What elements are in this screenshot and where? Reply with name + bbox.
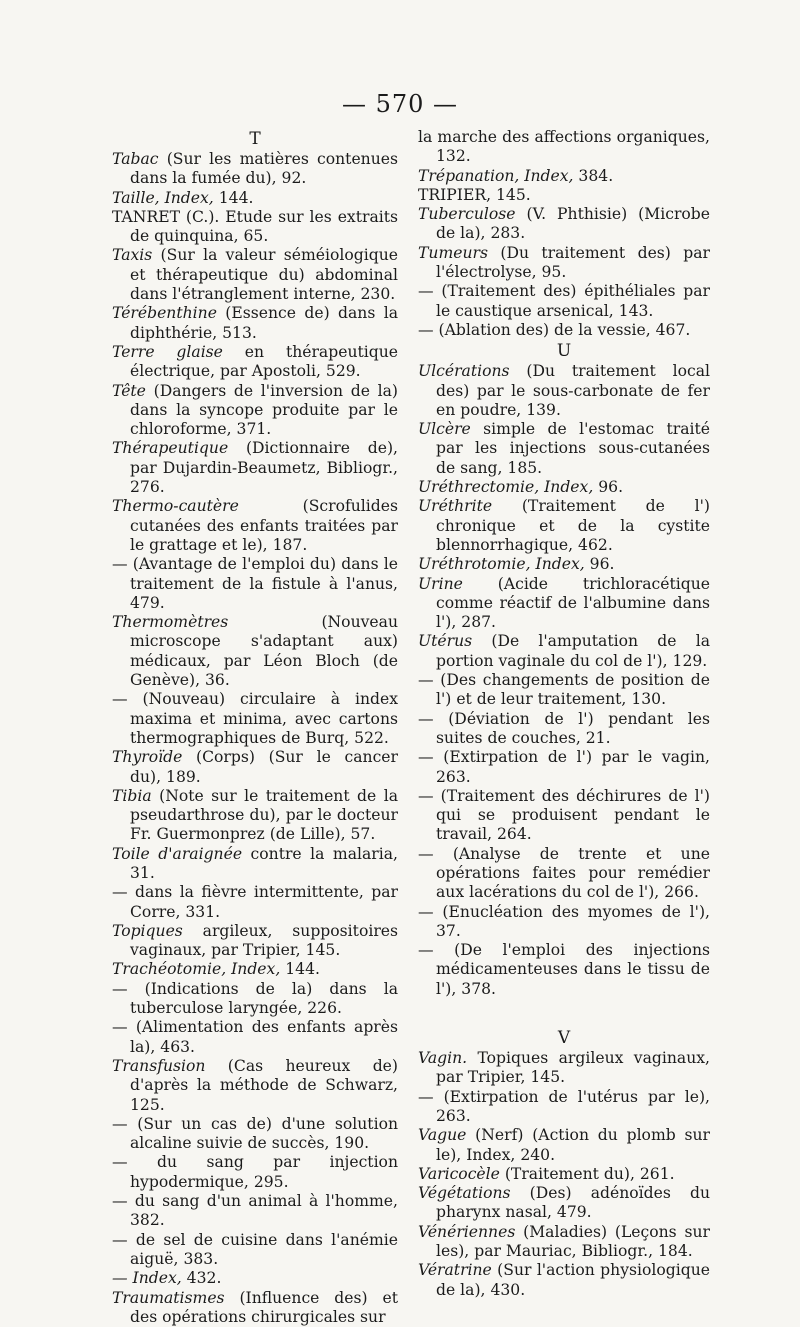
index-entry (112, 1269, 398, 1288)
index-entry (418, 1049, 710, 1088)
index-text: (Sur les matières contenues dans la fumée du), 92. (130, 150, 398, 188)
index-term: Tumeurs (418, 243, 488, 262)
index-term: Tibia (112, 786, 152, 805)
index-entry (418, 575, 710, 633)
index-text: — (Ablation des) de la vessie, 467. (418, 320, 691, 339)
index-text: — (Traitement des) épithéliales par le caustique arsenical, 143. (418, 282, 710, 320)
index-term: Utérus (418, 632, 473, 651)
index-term: Thermomètres (112, 613, 229, 632)
index-entry (112, 845, 398, 884)
index-text: — du sang d'un animal à l'homme, 382. (112, 1192, 398, 1230)
index-entry (418, 748, 710, 787)
index-text: argileux, suppositoires vaginaux, par Tripier, 145. (130, 921, 398, 960)
index-text: (Nouveau microscope s'adaptant aux) médicaux, par Léon Bloch (de Genève), 36. (130, 613, 398, 690)
index-entry (112, 208, 398, 247)
index-entry (112, 1153, 398, 1192)
index-text: (Traitement de l') chronique et de la cystite blennorrhagique, 462. (436, 497, 710, 554)
index-text: (Acide trichloracétique comme réactif de l'albumine dans l'), 287. (436, 574, 710, 632)
index-text: — (Extirpation de l'utérus par le), 263. (418, 1087, 710, 1125)
index-entry (112, 613, 398, 690)
index-entry (112, 1192, 398, 1231)
index-term: Traumatismes (112, 1288, 225, 1307)
index-entry (418, 845, 710, 903)
index-term: Thyroïde (112, 748, 183, 767)
index-entry (418, 1165, 710, 1184)
index-term: Trachéotomie, Index, (112, 960, 281, 979)
index-text: (Sur l'action physiologique de la), 430. (436, 1261, 710, 1299)
index-entry (112, 690, 398, 748)
index-text: TANRET (C.). Etude sur les extraits de quinquina, 65. (112, 207, 398, 246)
index-entry (418, 128, 710, 167)
index-term: Ulcérations (418, 362, 510, 381)
index-entry (418, 1088, 710, 1127)
index-term: Tabac (112, 150, 159, 168)
index-text: (Corps) (Sur le cancer du), 189. (130, 748, 398, 786)
index-text: (Dictionnaire de), par Dujardin-Beaumetz, Bibliogr., 276. (130, 439, 398, 497)
index-text: — (Déviation de l') pendant les suites de couches, 21. (418, 709, 710, 747)
index-entry (418, 205, 710, 244)
index-entry (112, 555, 398, 613)
index-text: — (Extirpation de l') par le vagin, 263. (418, 748, 710, 786)
index-entry (418, 671, 710, 710)
index-entry (418, 903, 710, 942)
index-text: TRIPIER, 145. (418, 185, 531, 204)
index-entry (112, 748, 398, 787)
index-term: Vagin. (418, 1049, 468, 1068)
index-term: Ulcère (418, 420, 471, 439)
index-text: (Cas heureux de) d'après la méthode de Schwarz, 125. (130, 1056, 398, 1114)
page-number: — 570 — (341, 90, 459, 118)
index-text: (Des) adénoïdes du pharynx nasal, 479. (436, 1184, 710, 1222)
index-term: Uréthrotomie, Index, (418, 555, 585, 574)
index-entry (112, 382, 398, 440)
index-text: — du sang par injection hypodermique, 295. (112, 1153, 398, 1191)
index-entry (418, 362, 710, 420)
index-entry (418, 787, 710, 845)
index-text: — (Traitement des déchirures de l') qui se produisent pendant le travail, 264. (418, 786, 710, 844)
left-column (112, 128, 398, 1327)
index-entry (418, 282, 710, 321)
index-text: — dans la fièvre intermittente, par Corre, 331. (112, 883, 398, 921)
index-entry (112, 497, 398, 555)
index-entry (418, 941, 710, 999)
section-letter: U (556, 341, 572, 362)
index-term: Terre glaise (112, 342, 223, 361)
index-entry (112, 150, 398, 189)
index-text: (Du traitement des) par l'électrolyse, 95. (436, 243, 710, 282)
index-entry (112, 343, 398, 382)
index-entry (418, 1223, 710, 1262)
index-text: 96. (593, 478, 624, 497)
index-text: — (Sur un cas de) d'une solution alcaline suivie de succès, 190. (112, 1114, 398, 1153)
index-entry (418, 244, 710, 283)
index-term: Urine (418, 574, 463, 593)
index-text: contre la malaria, 31. (130, 844, 398, 882)
index-entry (418, 497, 710, 555)
index-text: — (Analyse de trente et une opérations faites pour remédier aux lacérations du col de l'), 266. (418, 844, 710, 902)
index-text: (Influence des) et des opérations chirurgicales sur (130, 1288, 398, 1326)
index-text: Topiques argileux vaginaux, par Tripier, 145. (436, 1049, 710, 1087)
index-text: (De l'amputation de la portion vaginale du col de l'), 129. (436, 632, 710, 670)
index-entry (112, 1115, 398, 1154)
index-term: Tuberculose (418, 205, 516, 224)
index-term: Thérapeutique (112, 439, 229, 458)
index-text: — (Des changements de position de l') et de leur traitement, 130. (418, 671, 710, 709)
index-text: (Dangers de l'inversion de la) dans la syncope produite par le chloroforme, 371. (130, 381, 398, 439)
index-text: — de sel de cuisine dans l'anémie aiguë, 383. (112, 1230, 398, 1268)
index-text: (Sur la valeur séméiologique et thérapeutique du) abdominal dans l'étranglement interne, 230. (130, 246, 398, 304)
index-entry (418, 632, 710, 671)
index-text: — (Avantage de l'emploi du) dans le traitement de la fistule à l'anus, 479. (112, 555, 398, 612)
index-term: — Index, (112, 1269, 182, 1288)
index-text: (Maladies) (Leçons sur les), par Mauriac, Bibliogr., 184. (436, 1222, 710, 1261)
index-text: — (Indications de la) dans la tuberculose laryngée, 226. (112, 979, 398, 1018)
index-text: (Note sur le traitement de la pseudarthrose du), par le docteur Fr. Guermonprez (de Lille), 57. (130, 786, 398, 844)
index-entry (112, 787, 398, 845)
index-text: — (De l'emploi des injections médicamenteuses dans le tissu de l'), 378. (418, 941, 710, 998)
index-term: Végétations (418, 1184, 511, 1203)
index-entry (112, 980, 398, 1019)
section-letter: V (557, 1028, 571, 1049)
index-text: (Nerf) (Action du plomb sur le), Index, 240. (436, 1126, 710, 1164)
index-entry (112, 883, 398, 922)
index-entry (418, 167, 710, 186)
index-entry (112, 1289, 398, 1327)
index-entry (418, 1126, 710, 1165)
index-term: Vague (418, 1126, 467, 1145)
index-text: — (Alimentation des enfants après la), 463. (112, 1018, 398, 1056)
index-entry (112, 189, 398, 208)
index-entry (418, 321, 710, 340)
index-entry (112, 1231, 398, 1270)
index-term: Uréthrite (418, 497, 493, 516)
index-term: Varicocèle (418, 1164, 500, 1183)
index-term: Topiques (112, 921, 183, 940)
right-column (418, 128, 710, 1300)
index-text: 144. (213, 188, 254, 207)
index-text: (V. Phthisie) (Microbe de la), 283. (436, 205, 710, 243)
index-entry (418, 420, 710, 478)
index-text: 96. (584, 555, 615, 574)
index-term: Térébenthine (112, 304, 217, 323)
index-entry (112, 922, 398, 961)
index-entry (418, 1261, 710, 1300)
index-term: Taille, Index, (112, 188, 214, 207)
index-entry (112, 439, 398, 497)
index-text: (Scrofulides cutanées des enfants traitées par le grattage et le), 187. (130, 497, 398, 554)
index-text: — (Nouveau) circulaire à index maxima et minima, avec cartons thermographiques de Burq, 522. (112, 690, 398, 747)
index-text: (Essence de) dans la diphthérie, 513. (130, 304, 398, 342)
index-entry (112, 1018, 398, 1057)
index-term: Transfusion (112, 1056, 206, 1075)
index-term: Vératrine (418, 1261, 492, 1280)
index-entry (418, 555, 710, 574)
index-text: simple de l'estomac traité par les injections sous-cutanées de sang, 185. (436, 420, 710, 477)
index-text: — (Enucléation des myomes de l'), 37. (418, 902, 710, 940)
index-term: Uréthrectomie, Index, (418, 478, 594, 497)
index-term: Toile d'araignée (112, 844, 243, 863)
index-text: (Du traitement local des) par le sous-carbonate de fer en poudre, 139. (436, 362, 710, 419)
index-entry (112, 960, 398, 979)
index-text: 432. (181, 1269, 222, 1288)
index-text: (Traitement du), 261. (499, 1164, 675, 1183)
index-text: en thérapeutique électrique, par Apostoli, 529. (130, 342, 398, 381)
index-entry (112, 246, 398, 304)
index-term: Trépanation, Index, (418, 166, 574, 185)
index-entry (112, 304, 398, 343)
index-term: Taxis (112, 246, 153, 265)
index-entry (418, 710, 710, 749)
index-entry (418, 186, 710, 205)
index-term: Vénériennes (418, 1222, 516, 1241)
index-text: 144. (280, 960, 320, 979)
index-term: Tête (112, 381, 146, 400)
section-letter: T (249, 129, 261, 149)
index-entry (418, 478, 710, 497)
index-entry (418, 1184, 710, 1223)
index-entry (112, 1057, 398, 1115)
index-text: 384. (573, 166, 614, 185)
index-text: la marche des affections organiques, 132. (418, 128, 710, 166)
index-term: Thermo-cautère (112, 497, 239, 516)
